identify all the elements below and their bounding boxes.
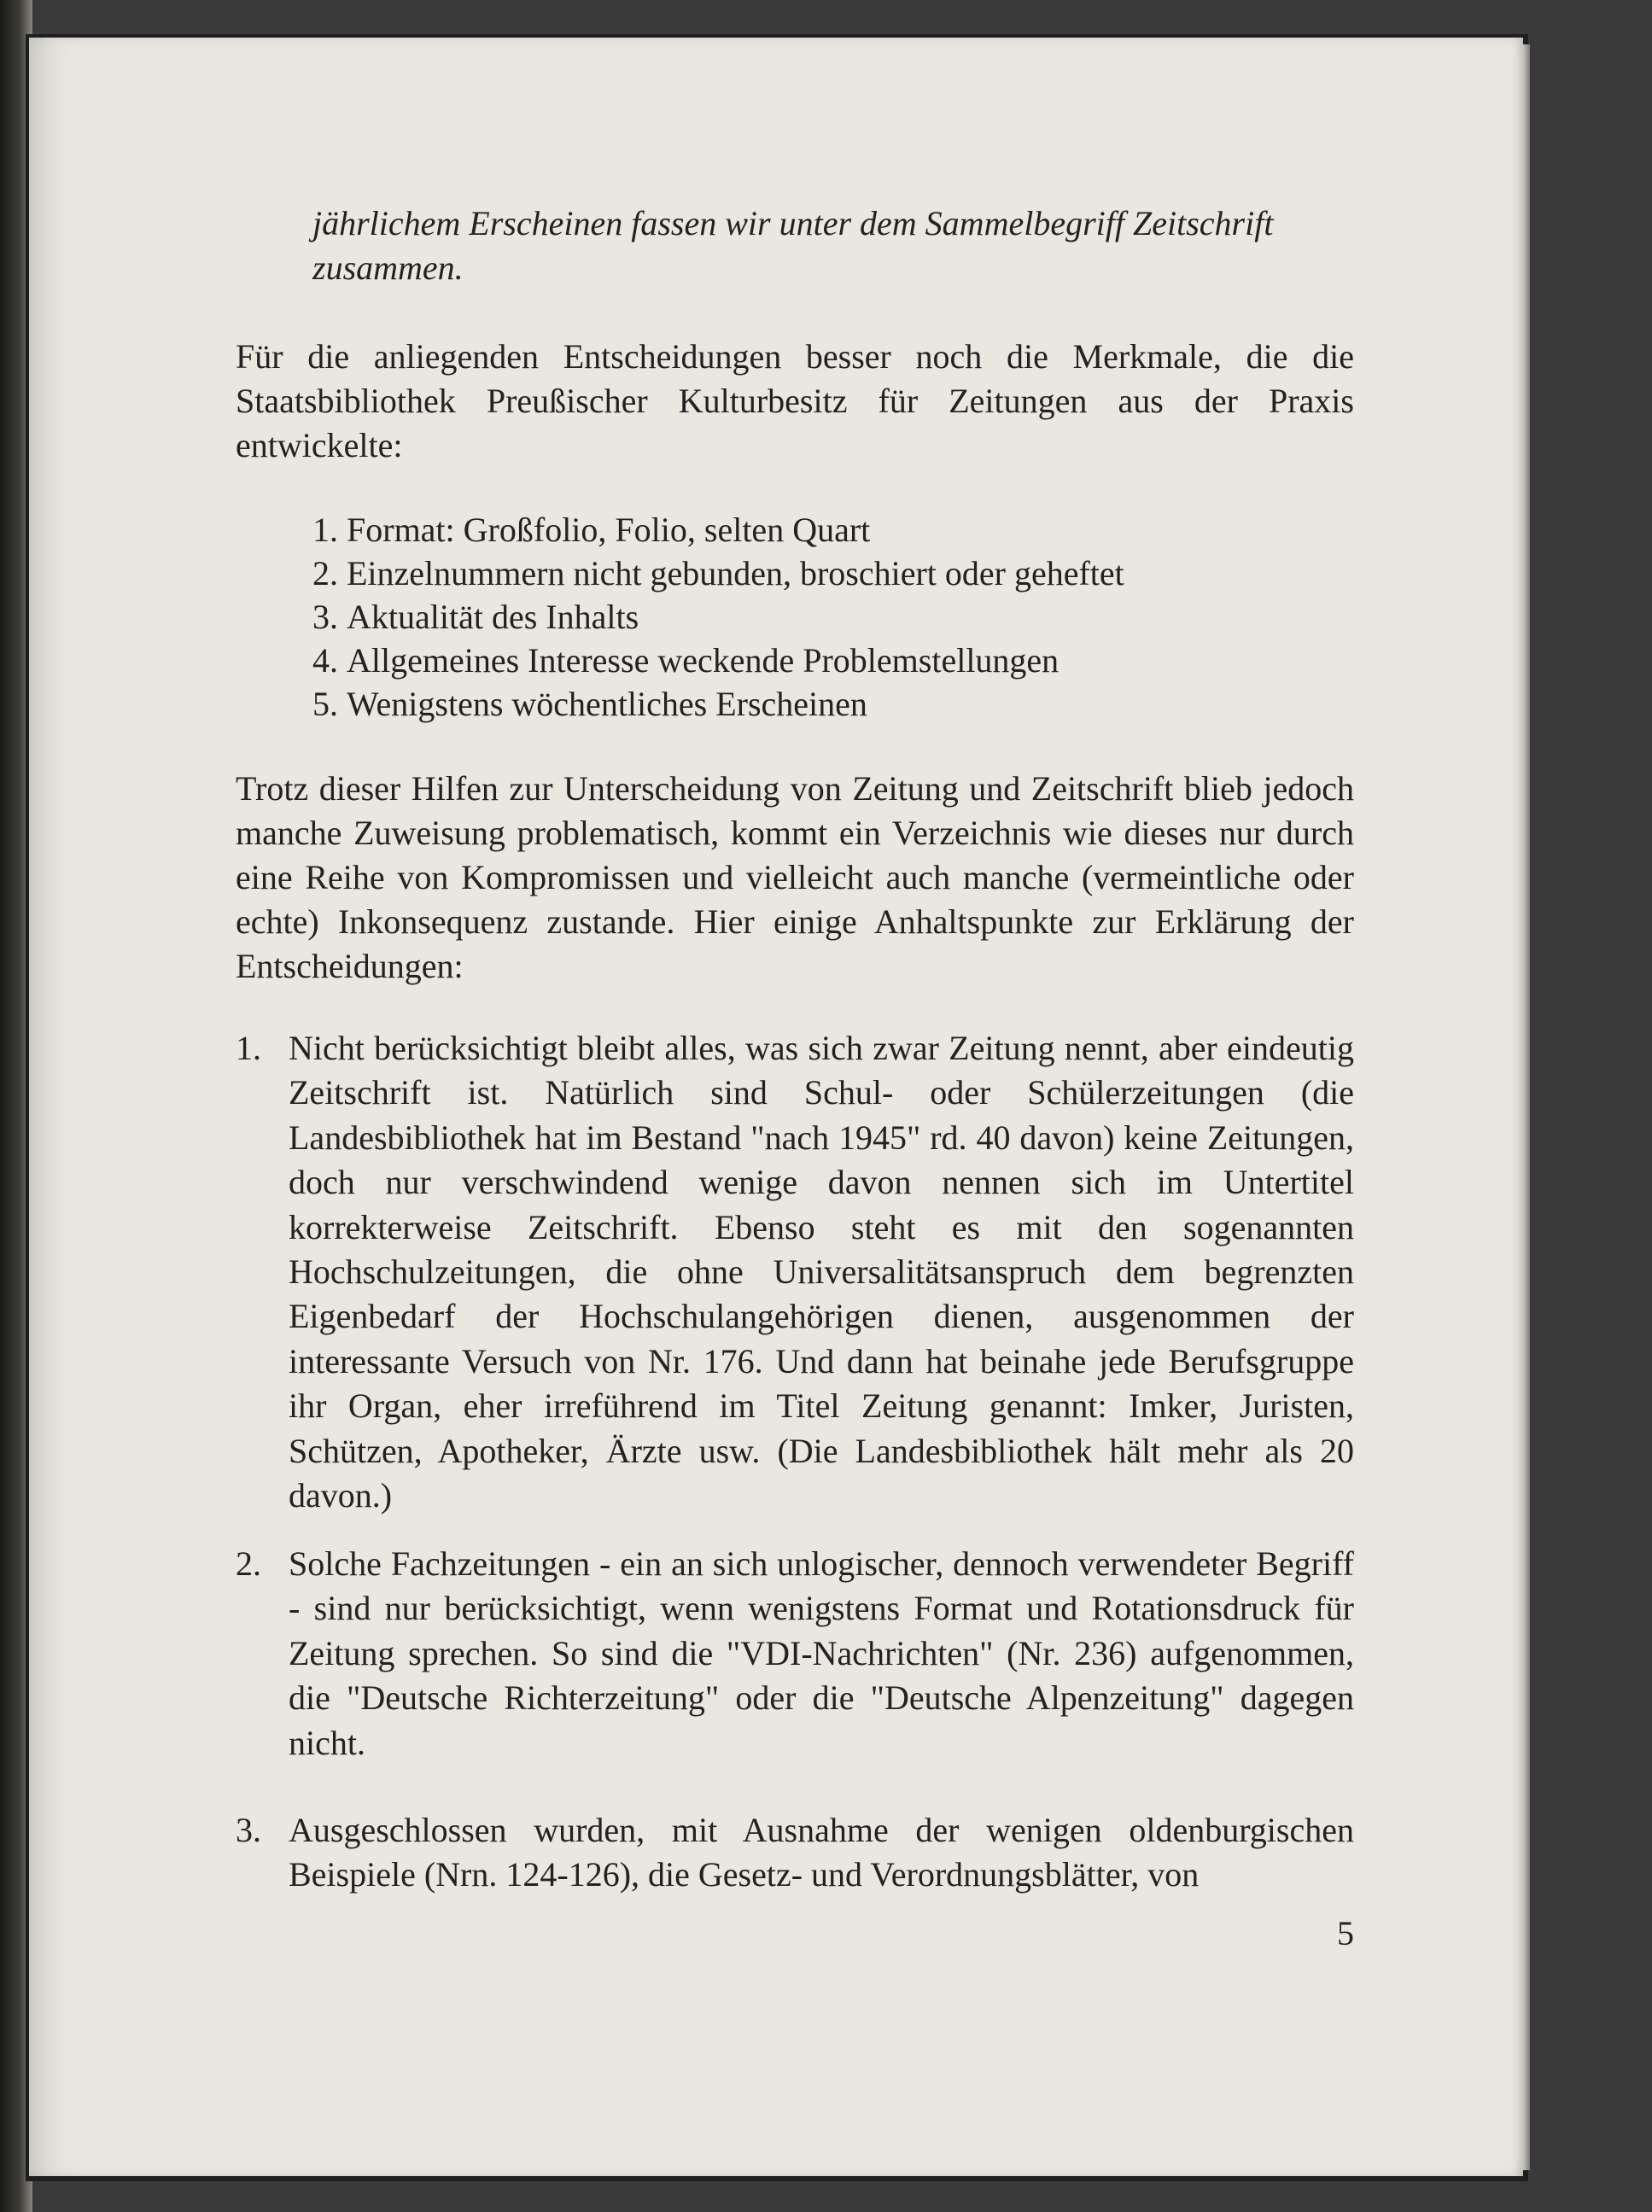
page-edge	[1523, 44, 1530, 2170]
criteria-text: Wenigstens wöchentliches Erscheinen	[347, 685, 867, 723]
criteria-number: 4.	[312, 641, 338, 680]
criteria-text: Allgemeines Interesse weckende Problemstellungen	[347, 641, 1059, 680]
item-number: 1.	[236, 1029, 261, 1067]
item-text: Solche Fachzeitungen - ein an sich unlogischer, dennoch verwendeter Begriff - sind nur berücksichtigt, wenn wenigstens Format und Rotationsdruck für Zeitung sprechen. So sind die "VDI-Nachrichten" (Nr. 236) aufgenommen, die "Deutsche Richterzeitung" oder die "Deutsche Alpenzeitung" dagegen nicht.	[289, 1544, 1354, 1762]
item-text: Ausgeschlossen wurden, mit Ausnahme der wenigen oldenburgischen Beispiele (Nrn. 124-126), die Gesetz- und Verordnungsblätter, von	[289, 1811, 1354, 1894]
criteria-number: 5.	[312, 685, 338, 723]
numbered-item	[236, 1542, 1354, 1766]
criteria-text: Aktualität des Inhalts	[347, 598, 639, 636]
numbered-item	[236, 1026, 1354, 1518]
criteria-item	[312, 682, 1337, 726]
criteria-list	[312, 508, 1337, 726]
item-number: 3.	[236, 1811, 261, 1849]
criteria-item	[312, 552, 1337, 595]
paragraph-decisions-intro: Trotz dieser Hilfen zur Unterscheidung von Zeitung und Zeitschrift blieb jedoch manche Zuweisung problematisch, kommt ein Verzeichnis wie dieses nur durch eine Reihe von Kompromissen und vielleicht auch manche (vermeintliche oder echte) Inkonsequenz zustande. Hier einige Anhaltspunkte zur Erklärung der Entscheidungen:	[236, 769, 1354, 985]
criteria-item	[312, 639, 1337, 682]
item-number: 2.	[236, 1544, 261, 1583]
criteria-number: 3.	[312, 598, 338, 636]
numbered-item	[236, 1808, 1354, 1898]
paragraph-criteria-intro: Für die anliegenden Entscheidungen besser noch die Merkmale, die die Staatsbibliothek Preußischer Kulturbesitz für Zeitungen aus der Praxis entwickelte:	[236, 337, 1354, 464]
criteria-text: Einzelnummern nicht gebunden, broschiert oder geheftet	[347, 554, 1124, 592]
criteria-item	[312, 595, 1337, 639]
page-number: 5	[1337, 1914, 1354, 1952]
criteria-item	[312, 508, 1337, 552]
intro-italic-text: jährlichem Erscheinen fassen wir unter dem Sammelbegriff Zeitschrift zusammen.	[312, 204, 1274, 287]
item-text: Nicht berücksichtigt bleibt alles, was sich zwar Zeitung nennt, aber eindeutig Zeitschrift ist. Natürlich sind Schul- oder Schülerzeitungen (die Landesbibliothek hat im Bestand "nach 1945" rd. 40 davon) keine Zeitungen, doch nur verschwindend wenige davon nennen sich im Untertitel korrekterweise Zeitschrift. Ebenso steht es mit den sogenannten Hochschulzeitungen, die ohne Universalitätsanspruch dem begrenzten Eigenbedarf der Hochschulangehörigen dienen, ausgenommen der interessante Versuch von Nr. 176. Und dann hat beinahe jede Berufsgruppe ihr Organ, eher irreführend im Titel Zeitung genannt: Imker, Juristen, Schützen, Apotheker, Ärzte usw. (Die Landesbibliothek hält mehr als 20 davon.)	[289, 1029, 1354, 1515]
criteria-number: 1.	[312, 511, 338, 549]
criteria-number: 2.	[312, 554, 338, 592]
criteria-text: Format: Großfolio, Folio, selten Quart	[347, 511, 871, 549]
